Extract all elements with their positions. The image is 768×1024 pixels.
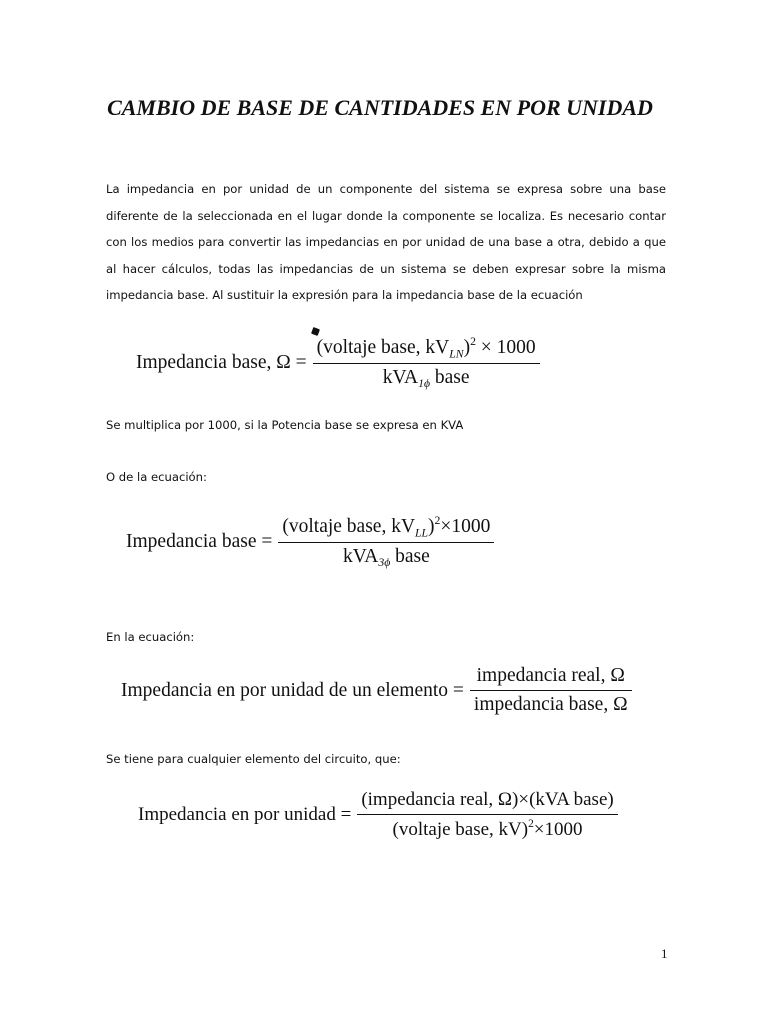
note-multiplica: Se multiplica por 1000, si la Potencia base se expresa en KVA xyxy=(106,418,464,432)
eq2-fraction xyxy=(278,514,494,569)
note-ecuacion: O de la ecuación: xyxy=(106,470,207,484)
equation-impedancia-por-unidad xyxy=(138,789,618,841)
page-title: CAMBIO DE BASE DE CANTIDADES EN POR UNIDAD xyxy=(107,95,653,120)
eq2-numerator: (voltaje base, $kV_{LL})^2\times 1000$ xyxy=(282,514,491,540)
eq1-fraction xyxy=(313,335,540,390)
eq3-fraction xyxy=(470,665,632,716)
eq2-lhs: Impedancia base = xyxy=(126,530,273,552)
eq4-lhs: Impedancia en por unidad = xyxy=(138,803,352,825)
equation-impedancia-base-ll xyxy=(126,514,494,569)
eq2-denominator: kVA$_{3\phi}$ base xyxy=(278,542,494,569)
equation-impedancia-base-ln xyxy=(136,335,540,390)
note-cualquier-elemento: Se tiene para cualquier elemento del circuito, que: xyxy=(106,752,401,766)
eq4-fraction xyxy=(357,789,617,841)
eq4-numerator: (impedancia real, Ω)×(kVA base) xyxy=(361,789,614,810)
eq1-lhs: Impedancia base, Ω = xyxy=(136,351,307,373)
intro-paragraph: La impedancia en por unidad de un componente del sistema se expresa sobre una base diferente de la seleccionada en el lugar donde la componente se localiza. Es necesario contar con los medios para convertir las impedancias en por unidad de una base a otra, debido a que al hacer cálculos, todas las impedancias de un sistema se deben expresar sobre la misma impedancia base. Al sustituir la expresión para la impedancia base de la ecuación xyxy=(106,182,666,302)
equation-impedancia-por-unidad-elemento xyxy=(121,665,632,716)
eq3-lhs: Impedancia en por unidad de un elemento = xyxy=(121,679,464,701)
eq3-numerator: impedancia real, Ω xyxy=(476,665,625,686)
note-en-la-ecuacion: En la ecuación: xyxy=(106,630,195,644)
eq3-denominator: impedancia base, Ω xyxy=(470,690,632,716)
eq1-denominator: kVA$_{1\phi}$ base xyxy=(313,363,540,390)
page-number: 1 xyxy=(661,946,668,961)
eq1-numerator: (voltaje base, $kV_{LN})^2 \times 1000$ xyxy=(316,335,536,361)
eq4-denominator: (voltaje base, kV)$^2$×1000 xyxy=(357,814,617,841)
